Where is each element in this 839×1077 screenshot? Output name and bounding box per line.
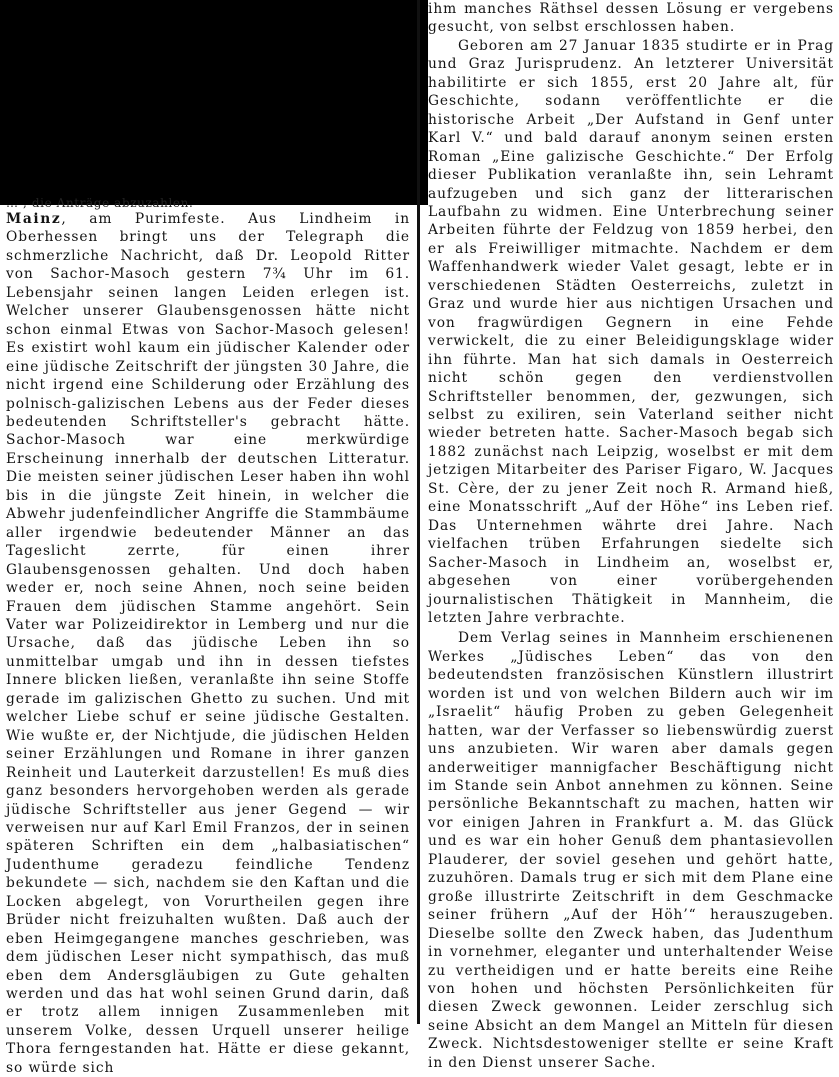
continuation-paragraph: ihm manches Räthsel dessen Lösung er vergebens gesucht, von selbst erschlossen haben. (428, 1, 834, 36)
redaction-block (0, 0, 428, 205)
article-paragraph (6, 210, 410, 1077)
paragraph-text: , am Purimfeste. Aus Lindheim in Oberhessen bringt uns der Telegraph die schmerzliche Nachricht, daß Dr. Leopold Ritter von Sachor-Masoch gestern 7¾ Uhr im 61. Lebensjahr seinen langen Leiden erlegen ist. Welcher unserer Glaubensgenossen hätte nicht schon einmal Etwas von Sachor-Masoch gelesen! Es existirt wohl kaum ein jüdischer Kalender oder eine jüdische Zeitschrift der jüngsten 30 Jahre, die nicht irgend eine Schilderung oder Erzählung des polnisch-galizischen Lebens aus der Feder dieses bedeutenden Schriftsteller's gebracht hätte. Sachor-Masoch war eine merkwürdige Erscheinung innerhalb der deutschen Litteratur. Die meisten seiner jüdischen Leser haben ihn wohl bis in die jüngste Zeit hinein, in welcher die Abwehr judenfeindlicher Angriffe die Stammbäume aller irgendwie bedeutender Männer an das Tageslicht zerrte, für einen ihrer Glaubensgenossen gehalten. Und doch haben weder er, noch seine Ahnen, noch seine beiden Frauen dem jüdischen Stamme angehört. Sein Vater war Polizeidirektor in Lemberg und nur die Ursache, daß das jüdische Leben ihn so unmittelbar umgab und ihn in dessen tiefstes Innere blicken ließen, veranlaßte ihn seine Stoffe gerade im galizischen Ghetto zu suchen. Und mit welcher Liebe schuf er seine jüdische Gestalten. Wie wußte er, der Nichtjude, die jüdischen Helden seiner Erzählungen und Romane in ihrer ganzen Reinheit und Lauterkeit darzustellen! Es muß dies ganz besonders hervorgehoben werden als gerade jüdische Schriftsteller aus jener Gegend — wir verweisen nur auf Karl Emil Franzos, der in seinen späteren Schriften ein dem „halbasiatischen“ Judenthume geradezu feindliche Tendenz bekundete — sich, nachdem sie den Kaftan und die Locken abgelegt, von Vorurtheilen gegen ihre Brüder nicht freizuhalten wußten. Daß auch der eben Heimgegangene manches geschrieben, was dem jüdischen Leser nicht sympathisch, das muß eben dem Andersgläubigen zu Gute gehalten werden und das hat wohl seinen Grund darin, daß er trotz allem innigen Zusammenleben mit unserem Volke, dessen Urquell unserer heilige Thora ferngestanden hat. Hätte er diese gekannt, so würde sich (6, 211, 410, 1076)
biography-paragraph: Geboren am 27 Januar 1835 studirte er in Prag und Graz Jurisprudenz. An letzterer Universität habilitirte er sich 1855, erst 20 Jahre alt, für Geschichte, sodann veröffentlichte er die historische Arbeit „Der Aufstand in Genf unter Karl V.“ und bald darauf anonym seinen ersten Roman „Eine galizische Geschichte.“ Der Erfolg dieser Publikation veranlaßte ihn, sein Lehramt aufzugeben und sich ganz der litterarischen Laufbahn zu widmen. Eine Unterbrechung seiner Arbeiten führte der Feldzug von 1859 herbei, den er als Freiwilliger mitmachte. Nachdem er dem Waffenhandwerk wieder Valet gesagt, lebte er in verschiedenen Städten Oesterreichs, zuletzt in Graz und wurde hier aus nichtigen Ursachen und von fragwürdigen Gegnern in eine Fehde verwickelt, die zu einer Beleidigungsklage wider ihn führte. Man hat sich damals in Oesterreich nicht schön gegen den verdienstvollen Schriftsteller benommen, der, gezwungen, sich selbst zu exiliren, sein Vaterland seither nicht wieder betreten hatte. Sacher-Masoch begab sich 1882 zunächst nach Leipzig, woselbst er mit dem jetzigen Mitarbeiter des Pariser Figaro, W. Jacques St. Cère, der zu jener Zeit noch R. Armand hieß, eine Monatsschrift „Auf der Höhe“ ins Leben rief. Das Unternehmen währte drei Jahre. Nach vielfachen trüben Erfahrungen siedelte sich Sacher-Masoch in Lindheim an, woselbst er, abgesehen von einer vorübergehenden journalistischen Thätigkeit in Mannheim, die letzten Jahre verbrachte. (428, 37, 834, 626)
cut-off-line: … , die Anträge abzuzahlen. (6, 196, 194, 210)
left-column (6, 210, 410, 1076)
column-divider (417, 0, 420, 1024)
right-column (428, 0, 834, 1071)
publisher-paragraph: Dem Verlag seines in Mannheim erschienenen Werkes „Jüdisches Leben“ das von den bedeutendsten französischen Künstlern illustrirt worden ist und von welchen Bildern auch wir im „Israelit“ häufig Proben zu geben Gelegenheit hatten, war der Verfasser so liebenswürdig zuerst uns anzubieten. Wir waren aber damals gegen anderweitiger mannigfacher Beschäftigung nicht im Stande sein Anbot annehmen zu können. Seine persönliche Bekanntschaft zu machen, hatten wir vor einigen Jahren in Frankfurt a. M. das Glück und es war ein hoher Genuß dem phantasievollen Plauderer, der soviel gesehen und gehört hatte, zuzuhören. Damals trug er sich mit dem Plane eine große illustrirte Zeitschrift in dem Geschmacke seiner frühern „Auf der Höh’“ herauszugeben. Dieselbe sollte den Zweck haben, das Judenthum in vornehmer, eleganter und unterhaltender Weise zu vertheidigen und er hatte bereits eine Reihe von hohen und höchsten Persönlichkeiten für diesen Zweck gewonnen. Leider zerschlug sich seine Absicht an dem Mangel an Mitteln für diesen Zweck. Nichtsdestoweniger stellte er seine Kraft in den Dienst unserer Sache. (428, 630, 834, 1071)
dateline-place: Mainz (6, 211, 62, 227)
